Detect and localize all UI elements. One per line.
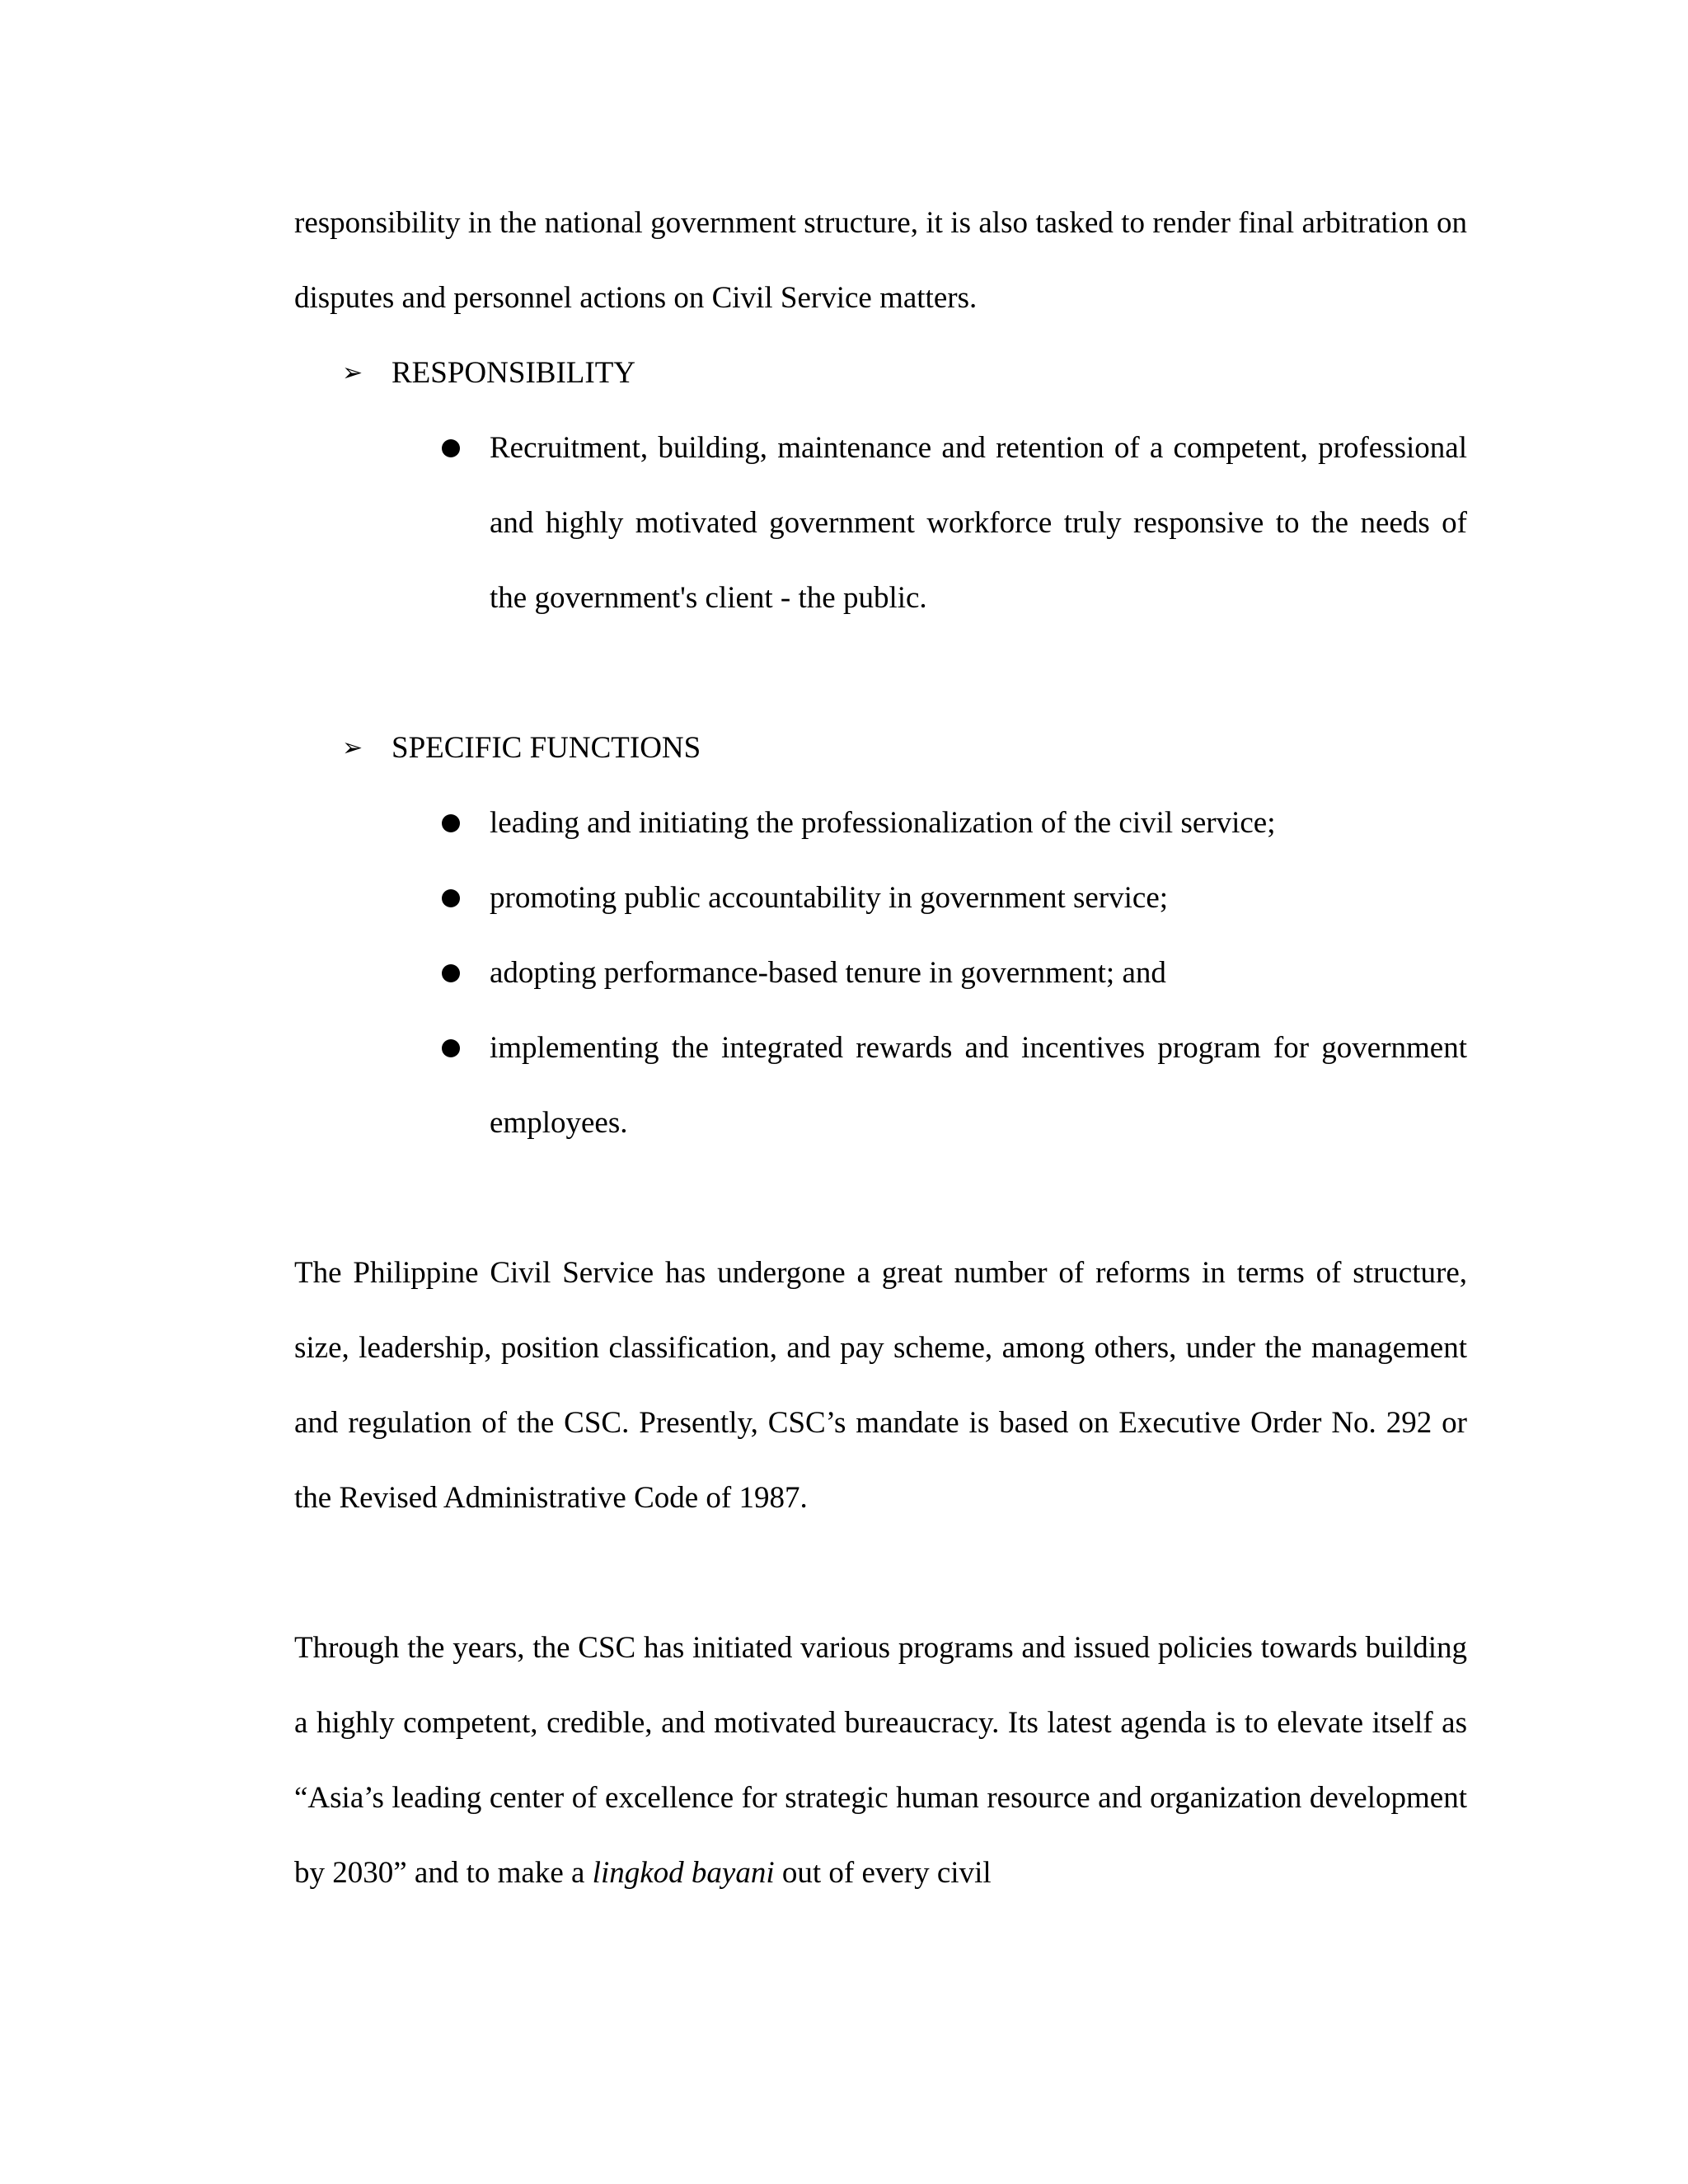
bullet-dot-icon xyxy=(442,964,460,982)
responsibility-heading-text: RESPONSIBILITY xyxy=(392,356,636,390)
years-paragraph-italic: lingkod bayani xyxy=(592,1856,775,1890)
list-item-text: Recruitment, building, maintenance and retention of a competent, professional and highly motivated government workforce truly responsive to the needs of the government's client - the public. xyxy=(490,431,1467,615)
responsibility-heading xyxy=(294,335,1467,410)
functions-heading-text: SPECIFIC FUNCTIONS xyxy=(392,731,701,765)
list-item-text: implementing the integrated rewards and incentives program for government employees. xyxy=(490,1031,1467,1140)
bullet-dot-icon xyxy=(442,439,460,457)
arrow-bullet-icon: ➢ xyxy=(342,733,363,762)
arrow-bullet-icon: ➢ xyxy=(342,359,363,387)
spacer xyxy=(294,635,1467,710)
list-item xyxy=(294,1010,1467,1160)
list-item xyxy=(294,410,1467,635)
list-item xyxy=(294,935,1467,1010)
responsibility-list xyxy=(294,410,1467,635)
spacer xyxy=(294,1535,1467,1610)
functions-list xyxy=(294,785,1467,1160)
list-item-text: adopting performance-based tenure in government; and xyxy=(490,956,1166,990)
years-paragraph xyxy=(294,1610,1467,1910)
bullet-dot-icon xyxy=(442,814,460,832)
years-paragraph-text-after: out of every civil xyxy=(781,1856,992,1890)
bullet-dot-icon xyxy=(442,889,460,907)
list-item xyxy=(294,860,1467,935)
functions-heading xyxy=(294,710,1467,785)
years-paragraph-text-before: Through the years, the CSC has initiated various programs and issued policies towards building a highly competent, credible, and motivated bureaucracy. Its latest agenda is to elevate itself as “Asia’s leading center of excellence for strategic human resource and organization development by 2030” and to make a xyxy=(294,1631,1467,1890)
spacer xyxy=(294,1160,1467,1235)
list-item-text: leading and initiating the professionalization of the civil service; xyxy=(490,806,1276,840)
list-item xyxy=(294,785,1467,860)
list-item-text: promoting public accountability in government service; xyxy=(490,881,1169,915)
bullet-dot-icon xyxy=(442,1039,460,1057)
reforms-paragraph: The Philippine Civil Service has undergone a great number of reforms in terms of structure, size, leadership, position classification, and pay scheme, among others, under the management and regulation of the CSC. Presently, CSC’s mandate is based on Executive Order No. 292 or the Revised Administrative Code of 1987. xyxy=(294,1256,1467,1515)
document-page xyxy=(294,185,1467,1910)
intro-paragraph: responsibility in the national government structure, it is also tasked to render final arbitration on disputes and personnel actions on Civil Service matters. xyxy=(294,206,1467,315)
